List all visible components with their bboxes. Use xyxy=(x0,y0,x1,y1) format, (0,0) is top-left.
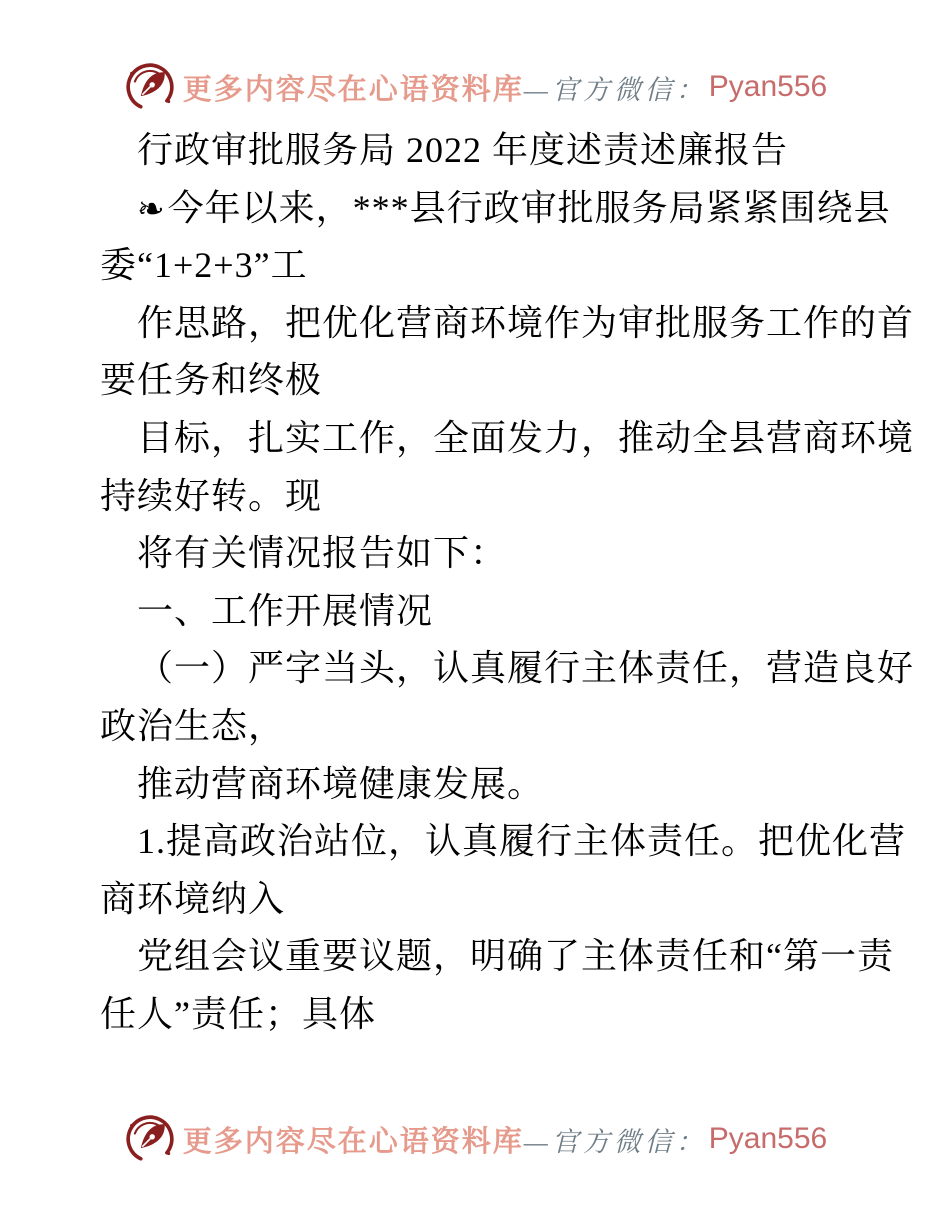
brand-channel-label: —官方微信： xyxy=(523,74,707,105)
text-line: 持续好转。现 xyxy=(100,475,323,516)
text-line: 商环境纳入 xyxy=(100,878,286,919)
footer-brandbar xyxy=(0,1112,950,1166)
brand-channel-label: —官方微信： xyxy=(523,1126,707,1157)
header-brandbar xyxy=(0,60,950,114)
text-line: 推动营商环境健康发展。 xyxy=(137,763,545,804)
text-line: 要任务和终极 xyxy=(100,360,323,401)
text-line: 委“1+2+3”工 xyxy=(100,245,308,286)
document-body xyxy=(100,122,915,1044)
text-line: 政治生态， xyxy=(100,705,286,746)
text-line xyxy=(100,180,891,238)
text-line-content: 今年以来，***县行政审批服务局紧紧围绕县 xyxy=(167,187,891,228)
text-line: 作思路，把优化营商环境作为审批服务工作的首 xyxy=(137,302,915,343)
text-line: 党组会议重要议题，明确了主体责任和“第一责 xyxy=(137,936,894,977)
text-line: 1.提高政治站位，认真履行主体责任。把优化营 xyxy=(137,821,907,862)
text-line: 将有关情况报告如下： xyxy=(137,533,508,574)
brand-wechat-id: Pyan556 xyxy=(708,1122,828,1155)
brand-tagline: 更多内容尽在心语资料库 xyxy=(182,73,524,106)
text-line: 一、工作开展情况 xyxy=(137,590,434,631)
brand-tagline: 更多内容尽在心语资料库 xyxy=(182,1125,524,1158)
document-title: 行政审批服务局 2022 年度述责述廉报告 xyxy=(137,130,789,170)
text-line: （一）严字当头，认真履行主体责任，营造良好 xyxy=(137,648,915,689)
pen-nib-circle-logo-icon xyxy=(123,60,177,114)
flourish-ornament-icon: ❧ xyxy=(137,188,166,228)
text-line: 任人”责任；具体 xyxy=(100,993,376,1034)
pen-nib-circle-logo-icon xyxy=(123,1112,177,1166)
text-line: 目标，扎实工作，全面发力，推动全县营商环境 xyxy=(137,417,915,458)
brand-wechat-id: Pyan556 xyxy=(708,70,828,103)
